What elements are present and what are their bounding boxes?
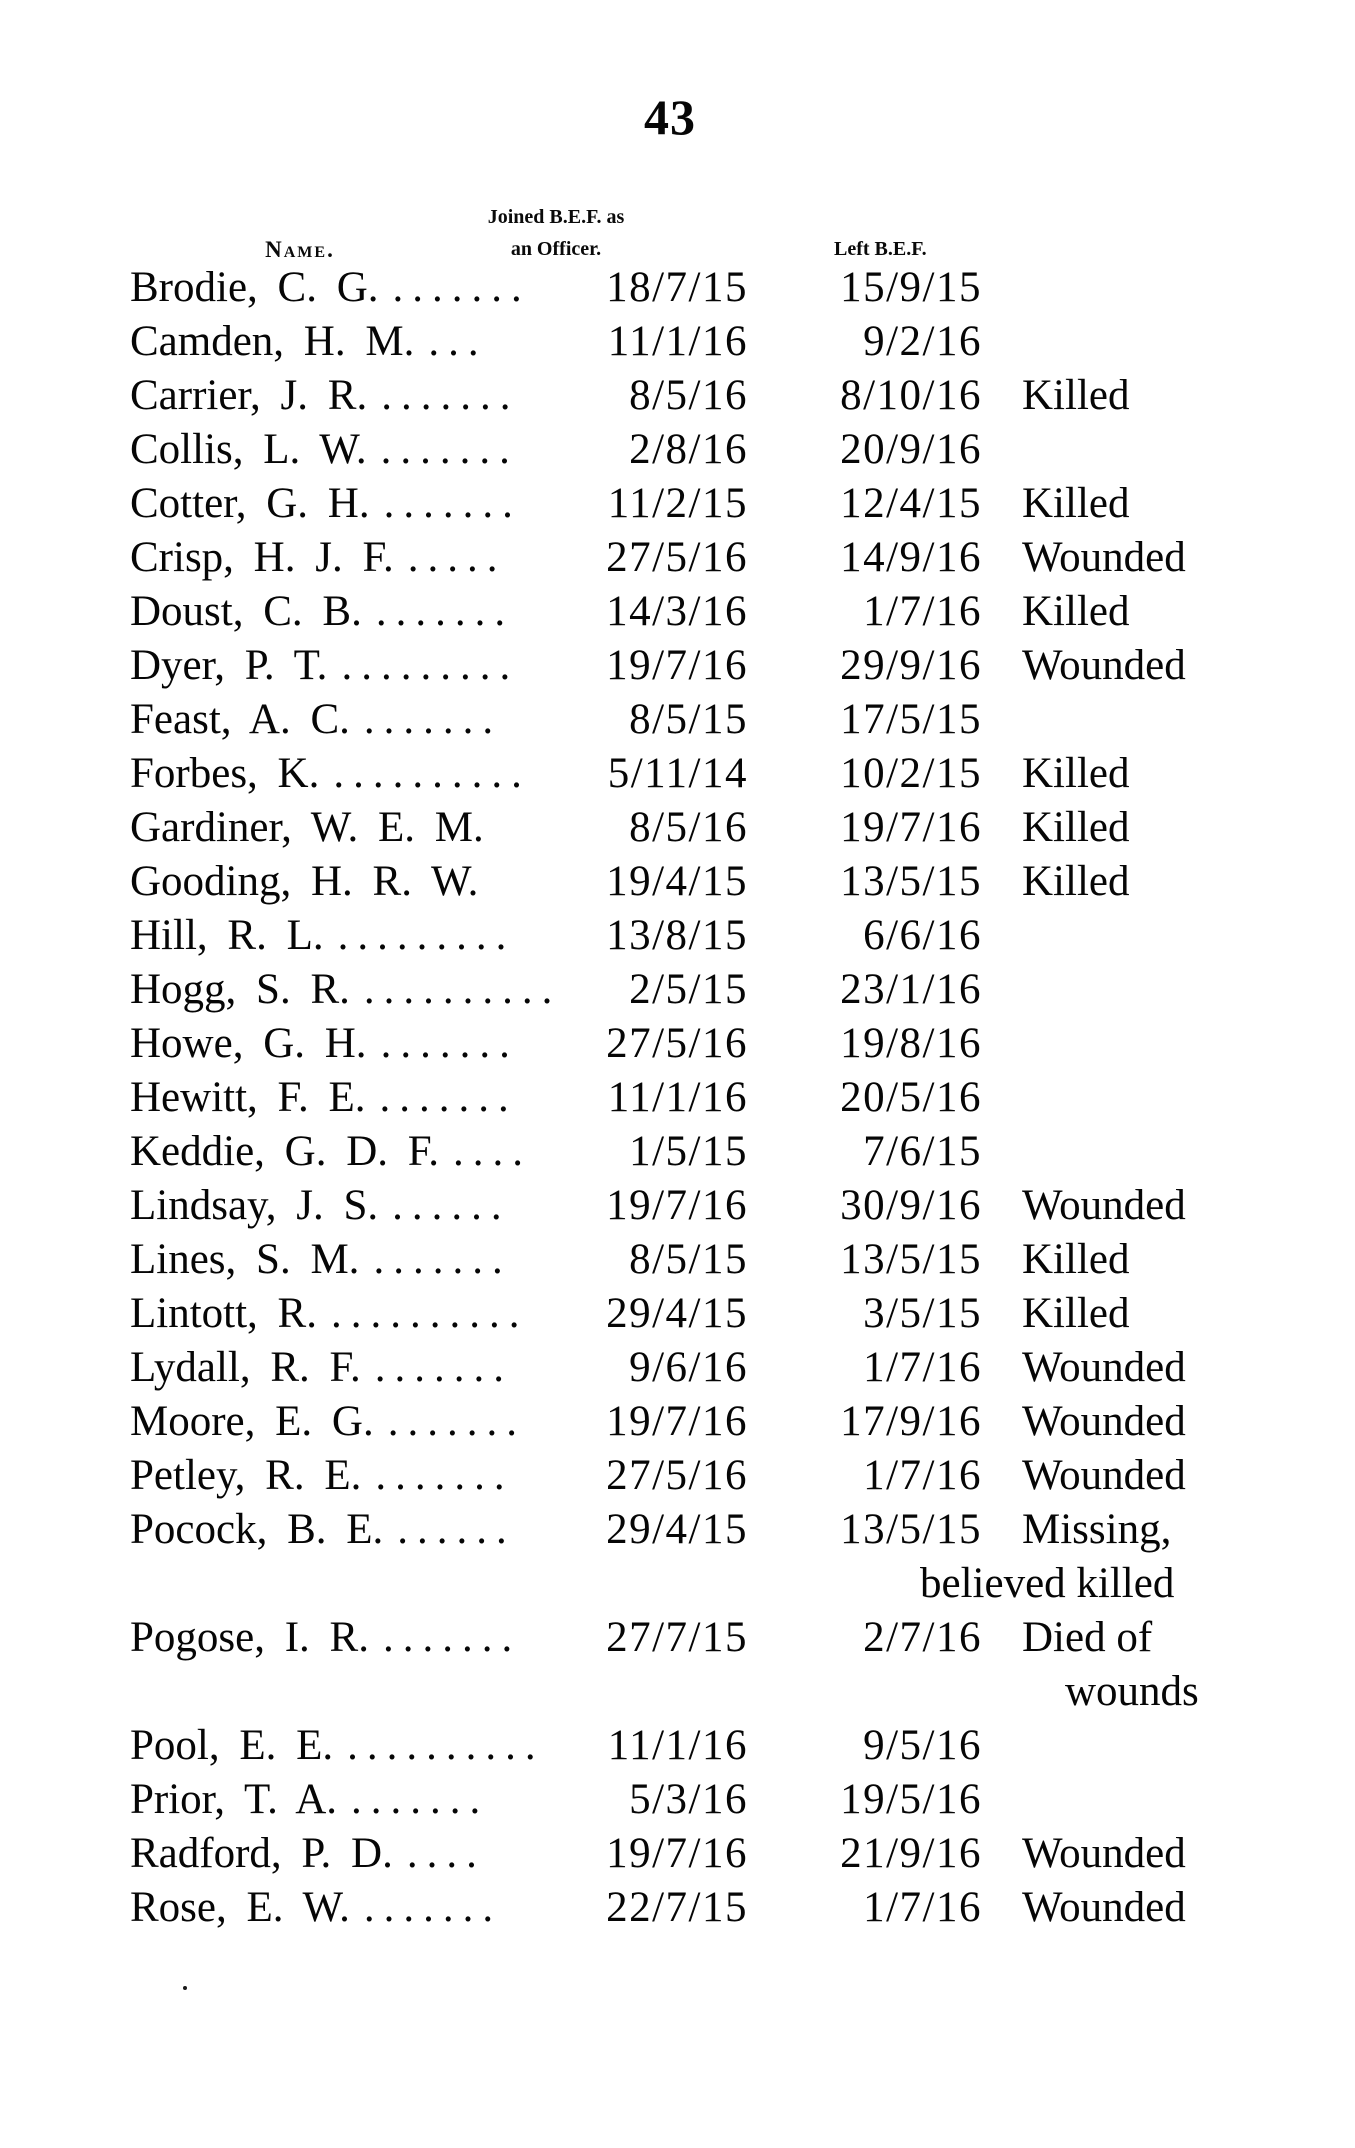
name-cell bbox=[130, 1773, 489, 1827]
name-cell bbox=[130, 1179, 511, 1233]
status-cell: Wounded bbox=[1022, 1830, 1186, 1877]
roster-row bbox=[0, 693, 1355, 747]
roster-row bbox=[0, 747, 1355, 801]
status-cell: Wounded bbox=[1022, 1398, 1186, 1445]
status-wrap-line: believed killed bbox=[920, 1560, 1175, 1607]
name-cell bbox=[130, 369, 519, 423]
dot-leader: ..... bbox=[407, 534, 507, 581]
joined-date-cell: 11/1/16 bbox=[607, 1722, 748, 1769]
joined-date-cell: 11/1/16 bbox=[607, 1074, 748, 1121]
joined-date-cell: 2/8/16 bbox=[629, 426, 748, 473]
left-date-cell: 9/2/16 bbox=[863, 318, 982, 365]
dot-leader: ...... bbox=[392, 1182, 511, 1229]
name-cell bbox=[130, 1125, 532, 1179]
dot-leader: ......... bbox=[341, 642, 520, 689]
left-date-cell: 1/7/16 bbox=[863, 1344, 982, 1391]
left-date-cell: 12/4/15 bbox=[840, 480, 982, 527]
roster-row bbox=[0, 1125, 1355, 1179]
roster-row bbox=[0, 477, 1355, 531]
left-date-cell: 20/9/16 bbox=[840, 426, 982, 473]
left-date-cell: 19/8/16 bbox=[840, 1020, 982, 1067]
roster-row bbox=[0, 1071, 1355, 1125]
name-cell bbox=[130, 423, 519, 477]
left-date-cell: 19/7/16 bbox=[840, 804, 982, 851]
roster-row bbox=[0, 1827, 1355, 1881]
dot-leader: ....... bbox=[392, 264, 531, 311]
status-cell: Killed bbox=[1022, 750, 1130, 797]
roster-row bbox=[0, 963, 1355, 1017]
name-cell bbox=[130, 261, 531, 315]
joined-date-cell: 8/5/16 bbox=[629, 372, 748, 419]
column-header-name: Name. bbox=[265, 237, 335, 262]
joined-date-cell: 8/5/15 bbox=[629, 1236, 748, 1283]
dot-leader: ...... bbox=[397, 1506, 516, 1553]
left-date-cell: 21/9/16 bbox=[840, 1830, 982, 1877]
roster-row bbox=[0, 1233, 1355, 1287]
left-date-cell: 1/7/16 bbox=[863, 1884, 982, 1931]
dot-leader: ....... bbox=[373, 1236, 512, 1283]
dot-leader: ....... bbox=[387, 1398, 526, 1445]
name-text: Gardiner, W. E. M. bbox=[130, 804, 484, 851]
name-text: Dyer, P. T. bbox=[130, 642, 328, 689]
name-cell bbox=[130, 1287, 528, 1341]
status-cell: Died of bbox=[1022, 1614, 1153, 1661]
left-date-cell: 8/10/16 bbox=[840, 372, 982, 419]
name-text: Crisp, H. J. F. bbox=[130, 534, 394, 581]
roster-row bbox=[0, 1773, 1355, 1827]
roster-row bbox=[0, 855, 1355, 909]
dot-leader: .......... bbox=[347, 1722, 545, 1769]
left-date-cell: 13/5/15 bbox=[840, 858, 982, 905]
status-cell: Killed bbox=[1022, 1236, 1130, 1283]
status-cell: Wounded bbox=[1022, 1452, 1186, 1499]
name-text: Carrier, J. R. bbox=[130, 372, 368, 419]
joined-date-cell: 2/5/15 bbox=[629, 966, 748, 1013]
name-cell bbox=[130, 1611, 521, 1665]
name-cell bbox=[130, 747, 531, 801]
name-text: Lintott, R. bbox=[130, 1290, 317, 1337]
dot-leader: .......... bbox=[330, 1290, 529, 1337]
name-cell bbox=[130, 1827, 486, 1881]
joined-date-cell: 27/5/16 bbox=[606, 534, 748, 581]
joined-date-cell: 19/7/16 bbox=[606, 642, 748, 689]
roster-row bbox=[0, 909, 1355, 963]
dot-leader: ....... bbox=[363, 696, 503, 743]
left-date-cell: 1/7/16 bbox=[863, 588, 982, 635]
joined-date-cell: 27/5/16 bbox=[606, 1020, 748, 1067]
name-text: Hogg, S. R. bbox=[130, 966, 350, 1013]
name-cell bbox=[130, 477, 522, 531]
roster-row-continuation bbox=[0, 1557, 1355, 1611]
name-text: Keddie, G. D. F. bbox=[130, 1128, 439, 1175]
joined-date-cell: 19/4/15 bbox=[606, 858, 748, 905]
roster-row bbox=[0, 585, 1355, 639]
left-date-cell: 3/5/15 bbox=[863, 1290, 982, 1337]
name-text: Moore, E. G. bbox=[130, 1398, 374, 1445]
joined-date-cell: 29/4/15 bbox=[606, 1506, 748, 1553]
scan-speck bbox=[183, 1986, 187, 1990]
roster-row bbox=[0, 1611, 1355, 1665]
joined-date-cell: 13/8/15 bbox=[606, 912, 748, 959]
dot-leader: ....... bbox=[374, 1344, 514, 1391]
name-cell bbox=[130, 1233, 512, 1287]
name-cell bbox=[130, 1719, 545, 1773]
status-cell: Killed bbox=[1022, 804, 1130, 851]
roster-row bbox=[0, 369, 1355, 423]
name-cell bbox=[130, 963, 561, 1017]
name-cell bbox=[130, 693, 502, 747]
left-date-cell: 17/5/15 bbox=[840, 696, 982, 743]
name-text: Camden, H. M. bbox=[130, 318, 415, 365]
roster-row bbox=[0, 1179, 1355, 1233]
roster-row bbox=[0, 1395, 1355, 1449]
roster-row bbox=[0, 639, 1355, 693]
left-date-cell: 14/9/16 bbox=[840, 534, 982, 581]
name-cell bbox=[130, 1017, 519, 1071]
name-text: Rose, E. W. bbox=[130, 1884, 350, 1931]
name-cell bbox=[130, 1449, 514, 1503]
status-cell: Wounded bbox=[1022, 1182, 1186, 1229]
joined-date-cell: 27/5/16 bbox=[606, 1452, 748, 1499]
status-cell: Killed bbox=[1022, 480, 1130, 527]
dot-leader: ....... bbox=[382, 1614, 522, 1661]
roster-row bbox=[0, 1017, 1355, 1071]
dot-leader: ....... bbox=[363, 1884, 503, 1931]
left-date-cell: 10/2/15 bbox=[840, 750, 982, 797]
name-cell bbox=[130, 639, 519, 693]
status-cell: Killed bbox=[1022, 372, 1130, 419]
dot-leader: ....... bbox=[379, 1074, 518, 1121]
roster-row bbox=[0, 801, 1355, 855]
left-date-cell: 13/5/15 bbox=[840, 1506, 982, 1553]
column-header-joined-line2: an Officer. bbox=[510, 238, 602, 260]
name-text: Petley, R. E. bbox=[130, 1452, 362, 1499]
name-cell bbox=[130, 1503, 516, 1557]
status-cell: Wounded bbox=[1022, 642, 1186, 689]
roster-row bbox=[0, 1449, 1355, 1503]
column-header-joined-line1: Joined B.E.F. as bbox=[487, 206, 625, 228]
name-cell bbox=[130, 315, 488, 369]
dot-leader: ....... bbox=[380, 426, 519, 473]
name-cell bbox=[130, 909, 515, 963]
left-date-cell: 20/5/16 bbox=[840, 1074, 982, 1121]
name-cell bbox=[130, 1881, 502, 1935]
joined-date-cell: 19/7/16 bbox=[606, 1830, 748, 1877]
dot-leader: .......... bbox=[363, 966, 562, 1013]
left-date-cell: 29/9/16 bbox=[840, 642, 982, 689]
joined-date-cell: 29/4/15 bbox=[606, 1290, 748, 1337]
left-date-cell: 1/7/16 bbox=[863, 1452, 982, 1499]
name-text: Cotter, G. H. bbox=[130, 480, 370, 527]
dot-leader: ......... bbox=[337, 912, 516, 959]
joined-date-cell: 5/11/14 bbox=[607, 750, 748, 797]
name-text: Gooding, H. R. W. bbox=[130, 858, 479, 905]
left-date-cell: 30/9/16 bbox=[840, 1182, 982, 1229]
roster-row bbox=[0, 1341, 1355, 1395]
roster-row bbox=[0, 315, 1355, 369]
name-cell bbox=[130, 1071, 518, 1125]
joined-date-cell: 14/3/16 bbox=[606, 588, 748, 635]
joined-date-cell: 9/6/16 bbox=[629, 1344, 748, 1391]
roster-row bbox=[0, 531, 1355, 585]
name-text: Hill, R. L. bbox=[130, 912, 324, 959]
name-cell bbox=[130, 801, 484, 855]
joined-date-cell: 8/5/15 bbox=[629, 696, 748, 743]
joined-date-cell: 22/7/15 bbox=[606, 1884, 748, 1931]
roster-row bbox=[0, 423, 1355, 477]
roster-row-continuation bbox=[0, 1665, 1355, 1719]
left-date-cell: 23/1/16 bbox=[840, 966, 982, 1013]
name-text: Feast, A. C. bbox=[130, 696, 350, 743]
left-date-cell: 9/5/16 bbox=[863, 1722, 982, 1769]
name-cell bbox=[130, 531, 506, 585]
joined-date-cell: 8/5/16 bbox=[629, 804, 748, 851]
status-cell: Wounded bbox=[1022, 1884, 1186, 1931]
dot-leader: .......... bbox=[333, 750, 531, 797]
joined-date-cell: 5/3/16 bbox=[629, 1776, 748, 1823]
left-date-cell: 6/6/16 bbox=[863, 912, 982, 959]
joined-date-cell: 27/7/15 bbox=[606, 1614, 748, 1661]
name-text: Forbes, K. bbox=[130, 750, 320, 797]
left-date-cell: 17/9/16 bbox=[840, 1398, 982, 1445]
status-wrap-line: wounds bbox=[1065, 1668, 1199, 1715]
dot-leader: ... bbox=[428, 318, 488, 365]
joined-date-cell: 11/2/15 bbox=[607, 480, 748, 527]
name-text: Pool, E. E. bbox=[130, 1722, 334, 1769]
roster-row bbox=[0, 1287, 1355, 1341]
name-cell bbox=[130, 1395, 526, 1449]
name-text: Radford, P. D. bbox=[130, 1830, 393, 1877]
name-text: Pocock, B. E. bbox=[130, 1506, 384, 1553]
name-cell bbox=[130, 585, 514, 639]
name-text: Pogose, I. R. bbox=[130, 1614, 369, 1661]
joined-date-cell: 19/7/16 bbox=[606, 1398, 748, 1445]
name-cell bbox=[130, 855, 478, 909]
dot-leader: .... bbox=[453, 1128, 532, 1175]
name-text: Collis, L. W. bbox=[130, 426, 367, 473]
page-number: 43 bbox=[644, 89, 696, 145]
joined-date-cell: 1/5/15 bbox=[629, 1128, 748, 1175]
column-header-left: Left B.E.F. bbox=[834, 238, 927, 260]
left-date-cell: 13/5/15 bbox=[840, 1236, 982, 1283]
joined-date-cell: 19/7/16 bbox=[606, 1182, 748, 1229]
name-text: Lydall, R. F. bbox=[130, 1344, 361, 1391]
left-date-cell: 15/9/15 bbox=[840, 264, 982, 311]
dot-leader: ....... bbox=[375, 588, 515, 635]
roster-row bbox=[0, 1881, 1355, 1935]
dot-leader: ....... bbox=[381, 372, 520, 419]
status-cell: Killed bbox=[1022, 1290, 1130, 1337]
name-text: Prior, T. A. bbox=[130, 1776, 338, 1823]
name-text: Doust, C. B. bbox=[130, 588, 362, 635]
left-date-cell: 19/5/16 bbox=[840, 1776, 982, 1823]
left-date-cell: 7/6/15 bbox=[863, 1128, 982, 1175]
dot-leader: ....... bbox=[375, 1452, 514, 1499]
roster-row bbox=[0, 1503, 1355, 1557]
status-cell: Killed bbox=[1022, 858, 1130, 905]
status-cell: Wounded bbox=[1022, 534, 1186, 581]
status-cell: Killed bbox=[1022, 588, 1130, 635]
dot-leader: ....... bbox=[383, 480, 522, 527]
roster-row bbox=[0, 1719, 1355, 1773]
name-text: Brodie, C. G. bbox=[130, 264, 379, 311]
name-text: Howe, G. H. bbox=[130, 1020, 367, 1067]
name-text: Hewitt, F. E. bbox=[130, 1074, 366, 1121]
name-text: Lines, S. M. bbox=[130, 1236, 360, 1283]
name-cell bbox=[130, 1341, 513, 1395]
roster-row bbox=[0, 261, 1355, 315]
name-text: Lindsay, J. S. bbox=[130, 1182, 379, 1229]
left-date-cell: 2/7/16 bbox=[863, 1614, 982, 1661]
status-cell: Wounded bbox=[1022, 1344, 1186, 1391]
dot-leader: ....... bbox=[380, 1020, 519, 1067]
status-cell: Missing, bbox=[1022, 1506, 1172, 1553]
dot-leader: ....... bbox=[351, 1776, 490, 1823]
dot-leader: .... bbox=[406, 1830, 486, 1877]
joined-date-cell: 11/1/16 bbox=[607, 318, 748, 365]
joined-date-cell: 18/7/15 bbox=[606, 264, 748, 311]
